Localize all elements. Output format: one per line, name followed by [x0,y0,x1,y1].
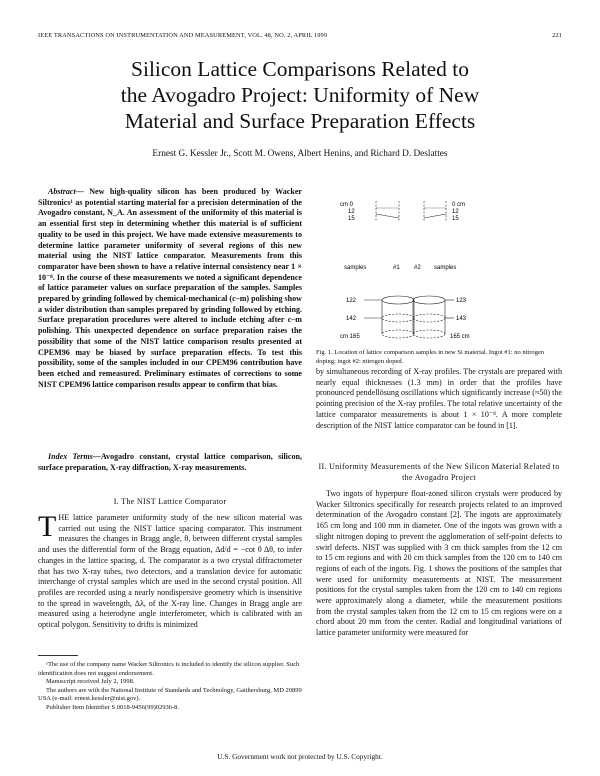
paper-title [40,56,560,134]
label-top-right-12: 12 [452,209,459,215]
label-top-right-15: 15 [452,216,459,222]
top-slices [376,201,446,222]
footnote-4: Publisher Item Identifier S 0018-9456(99)02936-8. [46,703,180,711]
legend-ingot-1: #1 [393,265,400,271]
legend-ingot-2: #2 [414,265,421,271]
running-header [38,32,562,44]
index-terms [38,452,302,473]
ingot-diagram [336,196,486,356]
label-top-right-0: 0 cm [452,202,466,208]
bottom-cylinders [364,296,454,338]
legend-samples-left: samples [344,265,367,271]
section-2-text: Two ingots of hyperpure float-zoned silicon crystals were produced by Wacker Siltronics specifically for research projects related to an improved determination of the Avogadro constant [2]. The ingots are approximately 165 cm long and 100 mm in diameter. One of the ingots was grown with a slight nitrogen doping to prevent the agglomeration of self-point defects to swirl defects. NIST was supplied with 3 cm thick samples from the 12 cm to 15 cm regions and with 20 cm thick samples from the 120 cm to 140 cm regions of each of the ingots. Fig. 1 shows the positions of the samples that were used for uniformity measurements at NIST. The measurement positions for the crystal samples taken from the 120 cm to 140 cm regions were approximately along a diameter, while the measurement positions from the crystal samples taken from the 12 cm to 15 cm regions were on a chord about 20 mm from the center. Radial and longitudinal variations of lattice parameter uniformity were measured for [316,489,562,638]
title-line-2: the Avogadro Project: Uniformity of New [120,83,480,107]
footnote-3: The authors are with the National Institute of Standards and Technology, Gaithersburg, MD 20899 USA (e-mail: ernest.kessler@nist.gov). [38,686,302,702]
drop-cap: T [38,510,57,543]
footnote-1: ¹The use of the company name Wacker Siltronics is included to identify the silicon supplier. Such identification does not suggest endorsement. [38,661,300,677]
legend-samples-right: samples [434,265,457,271]
label-bottom-left-122: 122 [346,298,357,304]
label-bottom-right-143: 143 [456,316,467,322]
section-1-continued [316,367,562,431]
section-1-body [38,510,302,631]
label-bottom-left-142: 142 [346,316,357,322]
section-2-heading: II. Uniformity Measurements of the New Silicon Material Related to the Avogadro Project [318,462,560,482]
section-1-heading: I. The NIST Lattice Comparator [113,497,227,506]
footnote-rule [38,655,78,656]
page-number: 221 [552,32,562,39]
title-line-3: Material and Surface Preparation Effects [124,109,476,133]
abstract [38,187,302,390]
label-bottom-right-165: 165 cm [450,334,470,340]
title-line-1: Silicon Lattice Comparisons Related to [131,57,469,81]
section-1-continued-text: by simultaneous recording of X-ray profiles. The crystals are prepared with nearly equal thicknesses (1.3 mm) in order that the profiles have pronounced pendellösung oscillations which significantly increase (≈50) the pointing precision of the X-ray profiles. The total relative uncertainty of the lattice comparator measurements is about 1 × 10⁻⁸. A more complete description of the NIST lattice comparator can be found in [1]. [316,367,562,430]
footnotes [38,661,302,712]
journal-header: IEEE TRANSACTIONS ON INSTRUMENTATION AND MEASUREMENT, VOL. 48, NO. 2, APRIL 1999 [38,32,328,39]
label-bottom-left-165: cm 165 [340,334,360,340]
figure-1-caption: Fig. 1. Location of lattice comparison samples in new Si material. Ingot #1: no nitrogen doping; ingot #2: nitrogen doped. [316,349,544,365]
index-terms-label: Index Terms— [48,452,101,461]
label-top-left-15: 15 [348,216,355,222]
abstract-label: Abstract— [48,187,84,196]
label-top-left-12: 12 [348,209,355,215]
label-top-left-0: cm 0 [340,202,354,208]
abstract-text: New high-quality silicon has been produced by Wacker Siltronics¹ as potential starting material for a precision determination of the Avogadro constant, N_A. An assessment of the uniformity of this material is an essential first step in determining whether this material is of sufficient quality to be used in this project. We have made extensive measurements to determine lattice parameter uniformity of several regions of this new material using the NIST lattice comparator. Measurements from this comparator have been shown to have a relative internal consistency near 1 × 10⁻⁸. In the course of these measurements we noted a significant dependence of lattice parameter values on surface preparation of the samples. Samples prepared by grinding followed by chemical-mechanical (c–m) polishing show a wider distribution than samples prepared by grinding followed by etching. Surface preparation procedures were altered to include etching after c–m polishing. This unexpected dependence on surface preparation raises the possibility that some of the NIST lattice comparison results presented at CPEM96 may be biased by surface preparation effects. To test this possibility, some of the samples included in our CPEM96 contribution have been etched and remeasured. Preliminary estimates of corrections to some NIST CPEM96 lattice comparison results appear to confirm that bias. [38,187,302,389]
label-bottom-right-123: 123 [456,298,467,304]
figure-1 [336,196,486,356]
author-list: Ernest G. Kessler Jr., Scott M. Owens, Albert Henins, and Richard D. Deslattes [152,149,448,159]
copyright-footer: U.S. Government work not protected by U.S. Copyright. [217,752,383,761]
section-2-body [316,489,562,639]
footnote-2: Manuscript received July 2, 1998. [46,678,135,685]
index-terms-text: Avogadro constant, crystal lattice comparison, silicon, surface preparation, X-ray diffraction, X-ray measurements. [38,452,303,472]
section-1-text: HE lattice parameter uniformity study of the new silicon material was carried out using the NIST lattice spacing comparator. This instrument measures the changes in Bragg angle, θ, between different crystal samples and uses the differential form of the Bragg equation, Δd/d = −cot θ Δθ, to infer changes in the lattice spacing, d. The comparator is a two crystal diffractometer that has two X-ray tubes, two detectors, and a translation device for automatic interchange of crystal samples which are used in the second crystal position. All profiles are recorded using a nearly nondispersive geometry which is insensitive to the spread in wavelength, Δλ, of the X-ray line. Changes in Bragg angle are measured using a heterodyne angle interferometer, which is calibrated with an optical polygon. Sensitivity to drifts is minimized [38,513,302,630]
